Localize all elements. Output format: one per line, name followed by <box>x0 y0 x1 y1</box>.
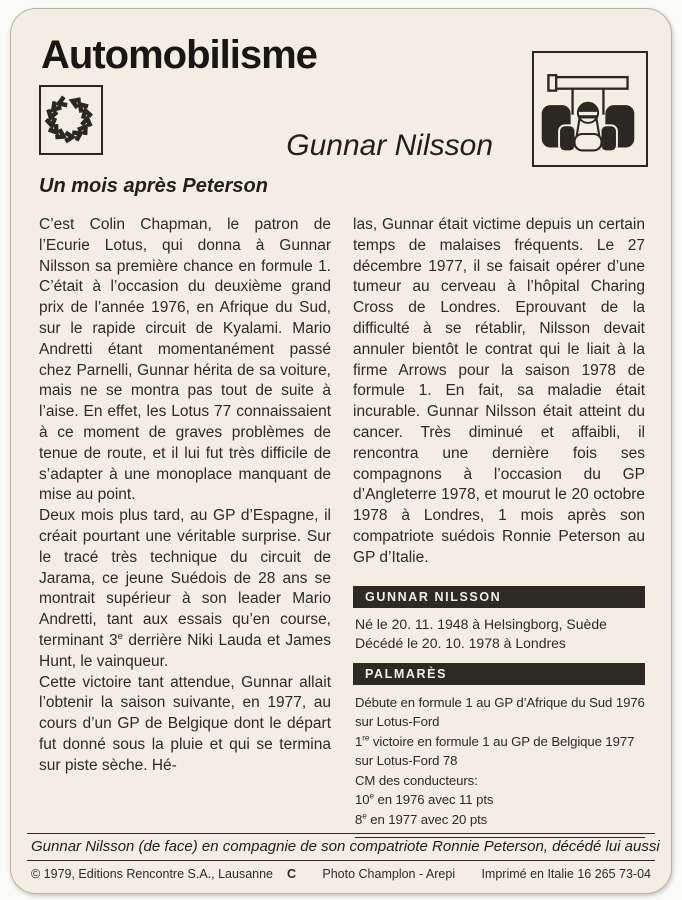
encyclopedia-card <box>10 8 672 894</box>
imprint-row <box>25 861 657 889</box>
print-info: Imprimé en Italie 16 265 73-04 <box>481 867 651 881</box>
copyright-text: © 1979, Editions Rencontre S.A., Lausanne C <box>31 867 297 881</box>
paragraph: las, Gunnar était victime depuis un certain temps de malaises fréquents. Le 27 décembre 1977, il se faisait opérer d’une tumeur au cerveau à l’hôpital Charing Cross de Londres. Eprouvant de la difficulté à se rétablir, Nilsson devait annuler bientôt le contrat qui le liait à la firme Arrows pour la saison 1978 de formule 1. En fait, sa maladie était incurable. Gunnar Nilsson était atteint du cancer. Très diminué et affaibli, il rencontra une dernière fois ses compagnons à l’occasion du GP d’Angleterre 1978, et mourut le 20 octobre 1978 à Londres, 1 mois après son compatriote suédois Ronnie Peterson au GP d’Italie. <box>353 216 645 566</box>
article-column-right-text <box>353 215 645 569</box>
bio-line: Décédé le 20. 10. 1978 à Londres <box>355 635 566 652</box>
paragraph: Cette victoire tant attendue, Gunnar allait l’obtenir la saison suivante, en 1977, au cours d’un GP de Belgique dont le départ fut donné sous la pluie et qui se termina sur piste sèche. Hé- <box>39 673 331 774</box>
article-column-right <box>353 215 645 838</box>
bio-line: Né le 20. 11. 1948 à Helsingborg, Suède <box>355 615 607 632</box>
card-footer <box>25 833 660 889</box>
palmares-section <box>355 693 645 839</box>
palmares-line: Débute en formule 1 au GP d’Afrique du Sud 1976 sur Lotus-Ford <box>355 694 645 730</box>
article-subtitle: Un mois après Peterson <box>39 175 268 197</box>
paragraph: C’est Colin Chapman, le patron de l’Ecurie Lotus, qui donna à Gunnar Nilsson sa première chance en formule 1. C’était à l’occasion du deuxième grand prix de l’année 1976, en Afrique du Sud, sur le rapide circuit de Kyalami. Mario Andretti étant momentanément passé chez Parnelli, Gunnar hérita de sa voiture, mais ne se montra pas tout de suite à l’aise. En effet, les Lotus 77 connaissaient à ce moment de graves problèmes de tenue de route, et il lui fut très difficile de s’adapter à une monoplace manquant de mise au point. <box>39 216 331 504</box>
photo-caption: Gunnar Nilsson (de face) en compagnie de son compatriote Ronnie Peterson, décédé lui aussi <box>31 838 660 855</box>
person-name: Gunnar Nilsson <box>286 129 493 162</box>
copyright-mark: C <box>287 867 297 881</box>
bio-section <box>355 615 645 654</box>
photo-credit: Photo Champlon - Arepi <box>322 867 456 881</box>
paragraph: Deux mois plus tard, au GP d’Espagne, il créait pourtant une véritable surprise. Sur le tracé très technique du circuit de Jarama, ce jeune Suédois de 28 ans se montrait supérieur à son leader Mario Andretti, tant aux essais qu’en course, terminant 3e derrière Niki Lauda et James Hunt, le vainqueur. <box>39 507 331 670</box>
palmares-line: 1re victoire en formule 1 au GP de Belgique 1977 sur Lotus-Ford 78 <box>355 733 635 769</box>
info-name-header: GUNNAR NILSSON <box>353 586 645 608</box>
palmares-line: 10e en 1976 avec 11 pts <box>355 791 494 808</box>
page-title: Automobilisme <box>41 33 317 77</box>
article-body <box>39 215 645 838</box>
f1-car-front-icon <box>532 51 648 167</box>
palmares-line: 8e en 1977 avec 20 pts <box>355 811 488 827</box>
info-box <box>353 586 645 839</box>
article-column-left <box>39 215 331 838</box>
palmares-line: CM des conducteurs: <box>355 772 478 788</box>
palmares-header: PALMARÈS <box>353 663 645 685</box>
laurel-wreath-icon <box>39 85 103 155</box>
